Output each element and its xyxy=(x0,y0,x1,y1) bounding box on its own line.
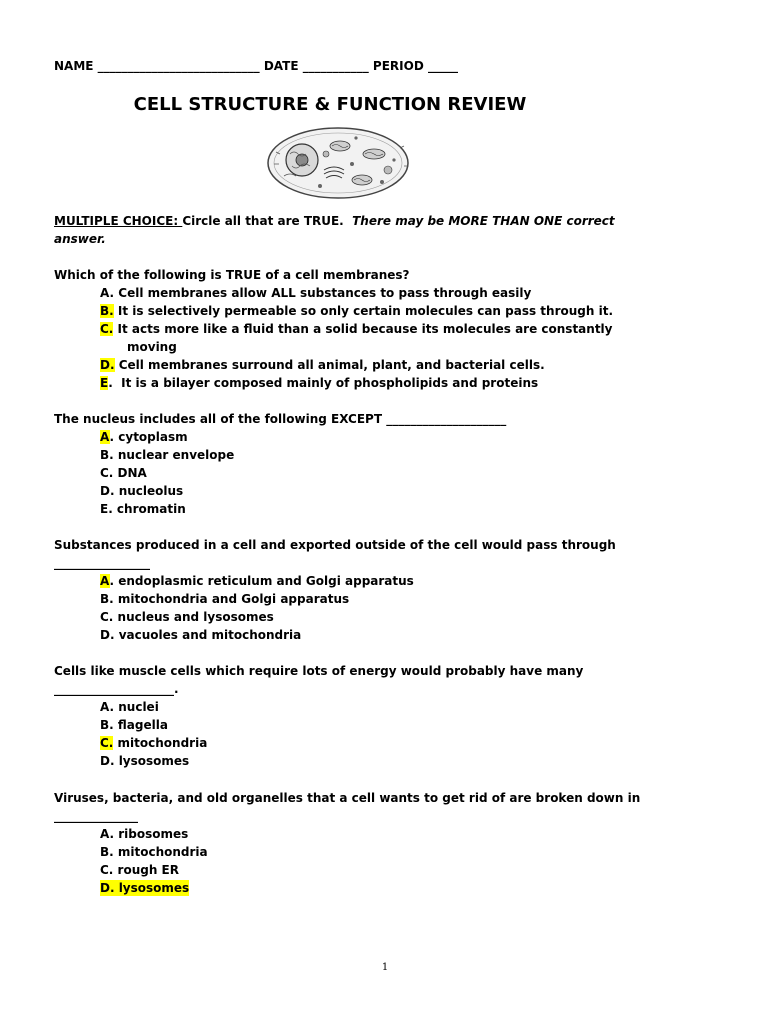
q3-option-a[interactable] xyxy=(100,573,414,589)
date-blank: ___________ xyxy=(302,59,369,73)
q1-b-letter: B. xyxy=(100,304,114,318)
q4-c-text: mitochondria xyxy=(113,736,208,750)
q3-option-c[interactable]: C. nucleus and lysosomes xyxy=(100,610,274,624)
q2-a-text: . cytoplasm xyxy=(109,430,188,444)
q4-option-b[interactable]: B. flagella xyxy=(100,718,168,732)
q4-option-a[interactable]: A. nuclei xyxy=(100,700,159,714)
page-number: 1 xyxy=(381,962,389,973)
q1-option-c-cont: moving xyxy=(127,340,177,354)
q1-c-text: It acts more like a fluid than a solid because its molecules are constantly xyxy=(113,322,613,336)
q5-option-a[interactable]: A. ribosomes xyxy=(100,827,189,841)
q5-blank: ______________ xyxy=(54,809,138,823)
student-info-line xyxy=(54,59,458,73)
q1-stem: Which of the following is TRUE of a cell membranes? xyxy=(54,268,410,282)
q2-stem: The nucleus includes all of the following EXCEPT ____________________ xyxy=(54,412,507,426)
q2-option-c[interactable]: C. DNA xyxy=(100,466,147,480)
q3-option-d[interactable]: D. vacuoles and mitochondria xyxy=(100,628,302,642)
q1-d-text: Cell membranes surround all animal, plant, and bacterial cells. xyxy=(114,358,545,372)
q5-stem: Viruses, bacteria, and old organelles that a cell wants to get rid of are broken down in xyxy=(54,791,641,805)
q1-b-text: It is selectively permeable so only certain molecules can pass through it. xyxy=(113,304,614,318)
animal-cell-illustration xyxy=(264,124,412,202)
q4-stem: Cells like muscle cells which require lots of energy would probably have many xyxy=(54,664,584,678)
q5-option-c[interactable]: C. rough ER xyxy=(100,863,179,877)
q1-option-e[interactable] xyxy=(100,375,538,391)
name-blank: ___________________________ xyxy=(97,59,260,73)
q1-a-letter: A. xyxy=(100,286,115,300)
q3-a-text: . endoplasmic reticulum and Golgi apparatus xyxy=(109,574,414,588)
q2-option-a[interactable] xyxy=(100,429,188,445)
date-label: DATE xyxy=(263,59,299,73)
q5-option-b[interactable]: B. mitochondria xyxy=(100,845,208,859)
q3-a-letter: A xyxy=(100,574,110,588)
q1-e-letter: E xyxy=(100,376,109,390)
q2-a-letter: A xyxy=(100,430,110,444)
q2-option-d[interactable]: D. nucleolus xyxy=(100,484,184,498)
q1-e-text: . It is a bilayer composed mainly of phospholipids and proteins xyxy=(108,376,539,390)
q3-stem: Substances produced in a cell and exported outside of the cell would pass through xyxy=(54,538,616,552)
period-blank: _____ xyxy=(427,59,458,73)
q1-a-text: Cell membranes allow ALL substances to pass through easily xyxy=(114,286,532,300)
q1-option-b[interactable] xyxy=(100,303,613,319)
q1-d-letter: D. xyxy=(100,358,115,372)
q3-blank: ________________ xyxy=(54,556,150,570)
q1-option-c[interactable] xyxy=(100,321,613,337)
q2-option-b[interactable]: B. nuclear envelope xyxy=(100,448,235,462)
q1-option-a[interactable] xyxy=(100,285,531,301)
period-label: PERIOD xyxy=(372,59,424,73)
q4-option-d[interactable]: D. lysosomes xyxy=(100,754,190,768)
page-title: CELL STRUCTURE & FUNCTION REVIEW xyxy=(133,94,527,115)
q4-c-letter: C. xyxy=(100,736,114,750)
q1-c-letter: C. xyxy=(100,322,114,336)
name-label: NAME xyxy=(54,59,94,73)
instructions-note-cont: answer. xyxy=(54,232,106,246)
q4-option-c[interactable] xyxy=(100,735,207,751)
instructions xyxy=(54,213,615,229)
q1-option-d[interactable] xyxy=(100,357,545,373)
multiple-choice-label: MULTIPLE CHOICE: xyxy=(54,214,183,228)
q2-option-e[interactable]: E. chromatin xyxy=(100,502,186,516)
q5-option-d[interactable]: D. lysosomes xyxy=(100,881,190,895)
instructions-text: Circle all that are TRUE. xyxy=(182,214,344,228)
instructions-note: There may be MORE THAN ONE correct xyxy=(352,214,615,228)
q3-option-b[interactable]: B. mitochondria and Golgi apparatus xyxy=(100,592,350,606)
q4-blank: ____________________. xyxy=(54,682,179,696)
